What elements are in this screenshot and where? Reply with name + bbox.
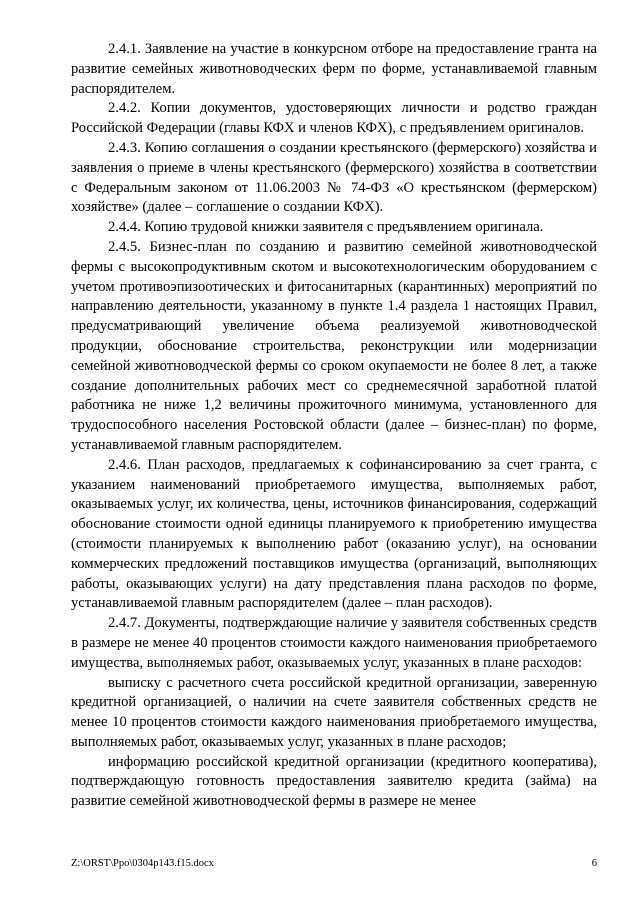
paragraph-2-4-6: 2.4.6. План расходов, предлагаемых к софинансированию за счет гранта, с указанием наименований приобретаемого имущества, выполняемых работ, оказываемых услуг, их количества, цены, источников финансирования, содержащий обоснование стоимости одной единицы планируемого к приобретению имущества (стоимости планируемых к выполнению работ (оказанию услуг), на основании коммерческих предложений поставщиков имущества (организаций, выполняющих работы, оказывающих услуги) на дату представления плана расходов по форме, устанавливаемой главным распорядителем (далее – план расходов). — [71, 456, 597, 612]
document-body — [71, 40, 597, 812]
paragraph-2-4-5: 2.4.5. Бизнес-план по созданию и развитию семейной животноводческой фермы с высокопродуктивным скотом и высокотехнологическим оборудованием с учетом противоэпизоотических и фитосанитарных (карантинных) мероприятий по направлению деятельности, указанному в пункте 1.4 раздела 1 настоящих Правил, предусматривающий увеличение объема реализуемой животноводческой продукции, обоснование строительства, реконструкции или модернизации семейной животноводческой фермы со сроком окупаемости не более 8 лет, а также создание дополнительных рабочих мест со среднемесячной заработной платой работника не ниже 1,2 величины прожиточного минимума, установленного для трудоспособного населения Ростовской области (далее – бизнес-план) по форме, устанавливаемой главным распорядителем. — [71, 238, 597, 453]
paragraph-credit-info: информацию российской кредитной организации (кредитного кооператива), подтверждающую готовность предоставления заявителю кредита (займа) на развитие семейной животноводческой фермы в размере не менее — [71, 753, 597, 810]
paragraph-2-4-1: 2.4.1. Заявление на участие в конкурсном отборе на предоставление гранта на развитие семейных животноводческих ферм по форме, устанавливаемой главным распорядителем. — [71, 41, 597, 97]
footer-file-path: Z:\ORST\Ppo\0304p143.f15.docx — [71, 858, 214, 869]
paragraph-bank-statement: выписку с расчетного счета российской кредитной организации, заверенную кредитной организацией, о наличии на счете заявителя собственных средств не менее 10 процентов стоимости каждого наименования приобретаемого имущества, выполняемых работ, оказываемых услуг, указанных в плане расходов; — [71, 674, 597, 750]
paragraph-2-4-3: 2.4.3. Копию соглашения о создании крестьянского (фермерского) хозяйства и заявления о приеме в члены крестьянского (фермерского) хозяйства в соответствии с Федеральным законом от 11.06.2003 № 74-ФЗ «О крестьянском (фермерском) хозяйстве» (далее – соглашение о создании КФХ). — [71, 139, 597, 216]
paragraph-2-4-4: 2.4.4. Копию трудовой книжки заявителя с предъявлением оригинала. — [108, 219, 544, 236]
paragraph-2-4-7: 2.4.7. Документы, подтверждающие наличие у заявителя собственных средств в размере не менее 40 процентов стоимости каждого наименования приобретаемого имущества, выполняемых работ, оказываемых услуг, указанных в плане расходов: — [71, 615, 597, 671]
paragraph-2-4-2: 2.4.2. Копии документов, удостоверяющих личности и родство граждан Российской Федерации (главы КФХ и членов КФХ), с предъявлением оригиналов. — [71, 100, 597, 137]
footer-page-number: 6 — [591, 858, 597, 869]
